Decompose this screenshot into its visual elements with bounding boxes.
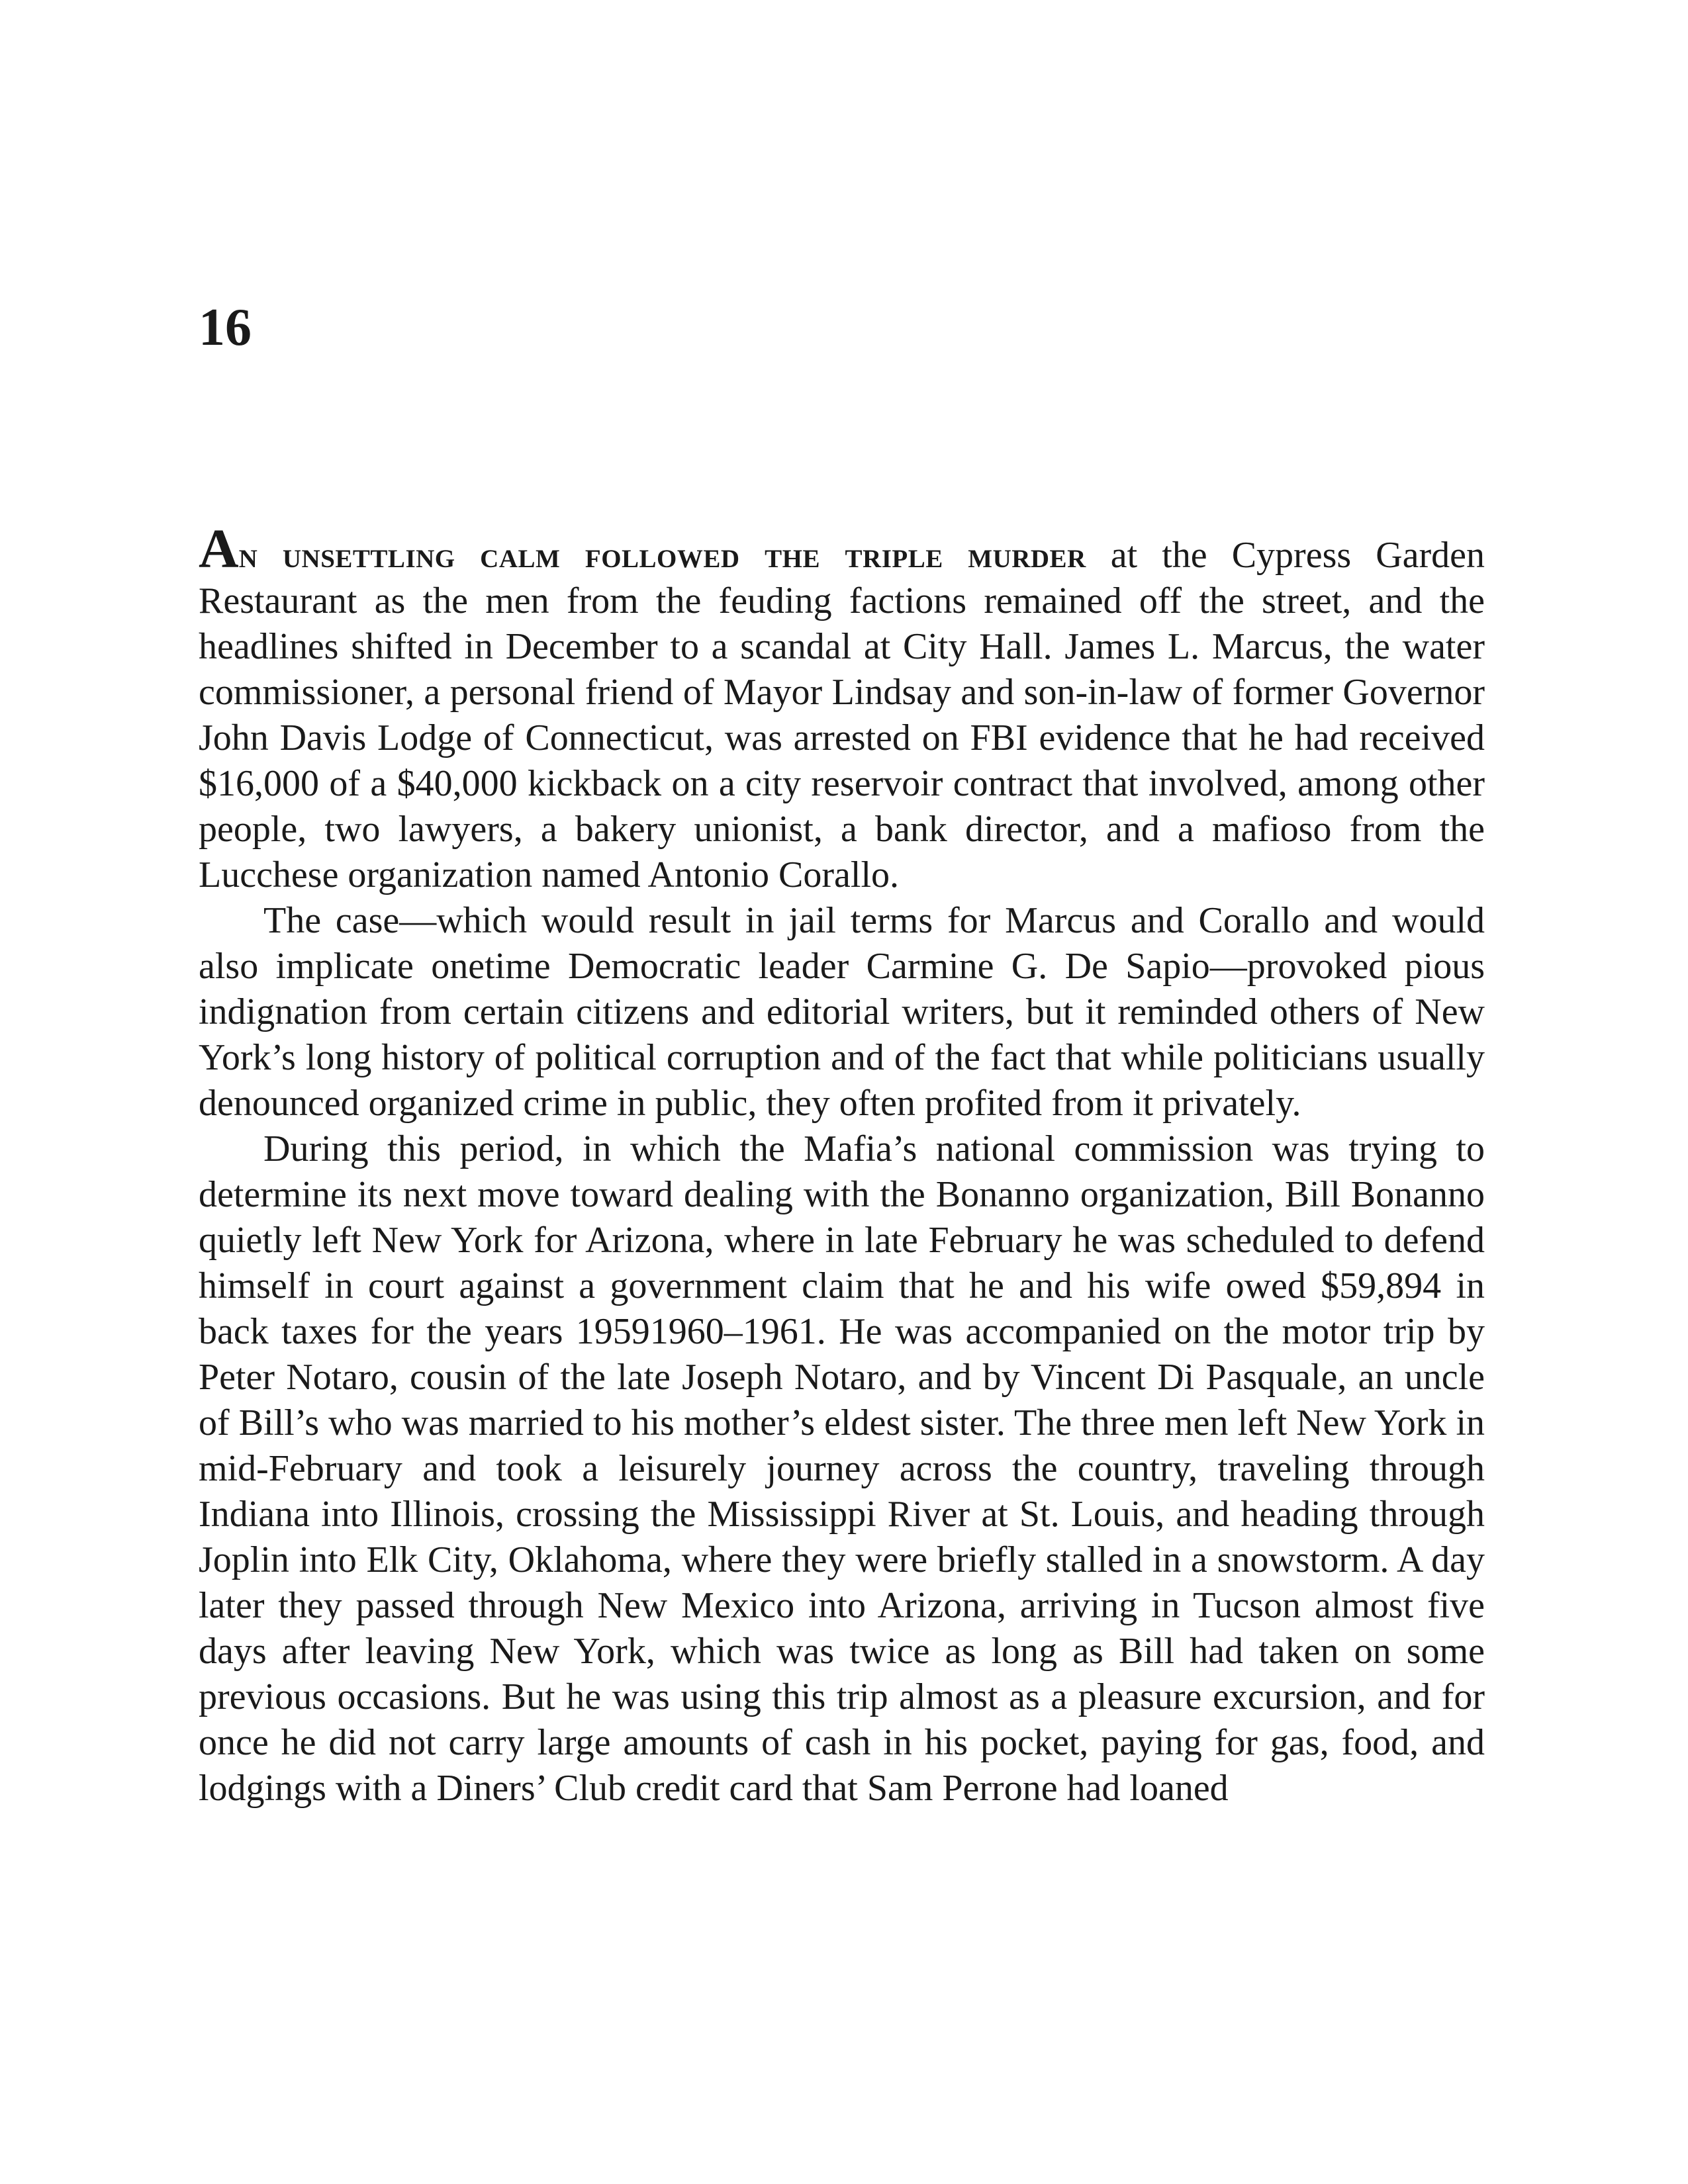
lead-in-text: n unsettling calm followed the triple murder xyxy=(238,535,1086,576)
paragraph-2: The case—which would result in jail terms for Marcus and Corallo and would also implicate onetime Democratic leader Carmine G. De Sapio—provoked pious indignation from certain citizens and editorial writers, but it reminded others of New York’s long history of political corruption and of the fact that while politicians usually denounced organized crime in public, they often profited from it privately. xyxy=(199,900,1485,1124)
opening-paragraph-text: at the Cypress Garden Restaurant as the men from the feuding factions remained off the street, and the headlines shifted in December to a scandal at City Hall. James L. Marcus, the water commissioner, a personal friend of Mayor Lindsay and son-in-law of former Governor John Davis Lodge of Connecticut, was arrested on FBI evidence that he had received $16,000 of a $40,000 kickback on a city reservoir contract that involved, among other people, two lawyers, a bakery unionist, a bank director, and a mafioso from the Lucchese organization named Antonio Corallo. xyxy=(199,535,1485,895)
drop-cap-initial: A xyxy=(199,518,239,580)
paragraph-3: During this period, in which the Mafia’s national commission was trying to determine its next move toward dealing with the Bonanno organization, Bill Bonanno quietly left New York for Arizona, where in late February he was scheduled to defend himself in court against a government claim that he and his wife owed $59,894 in back taxes for the years 19591960–1961. He was accompanied on the motor trip by Peter Notaro, cousin of the late Joseph Notaro, and by Vincent Di Pasquale, an uncle of Bill’s who was married to his mother’s eldest sister. The three men left New York in mid-February and took a leisurely journey across the country, traveling through Indiana into Illinois, crossing the Mississippi River at St. Louis, and heading through Joplin into Elk City, Oklahoma, where they were briefly stalled in a snowstorm. A day later they passed through New Mexico into Arizona, arriving in Tucson almost five days after leaving New York, which was twice as long as Bill had taken on some previous occasions. But he was using this trip almost as a pleasure excursion, and for once he did not carry large amounts of cash in his pocket, paying for gas, food, and lodgings with a Diners’ Club credit card that Sam Perrone had loaned xyxy=(199,1128,1485,1809)
chapter-number: 16 xyxy=(199,298,252,357)
chapter-body xyxy=(199,518,1485,1811)
opening-paragraph xyxy=(199,518,1485,898)
